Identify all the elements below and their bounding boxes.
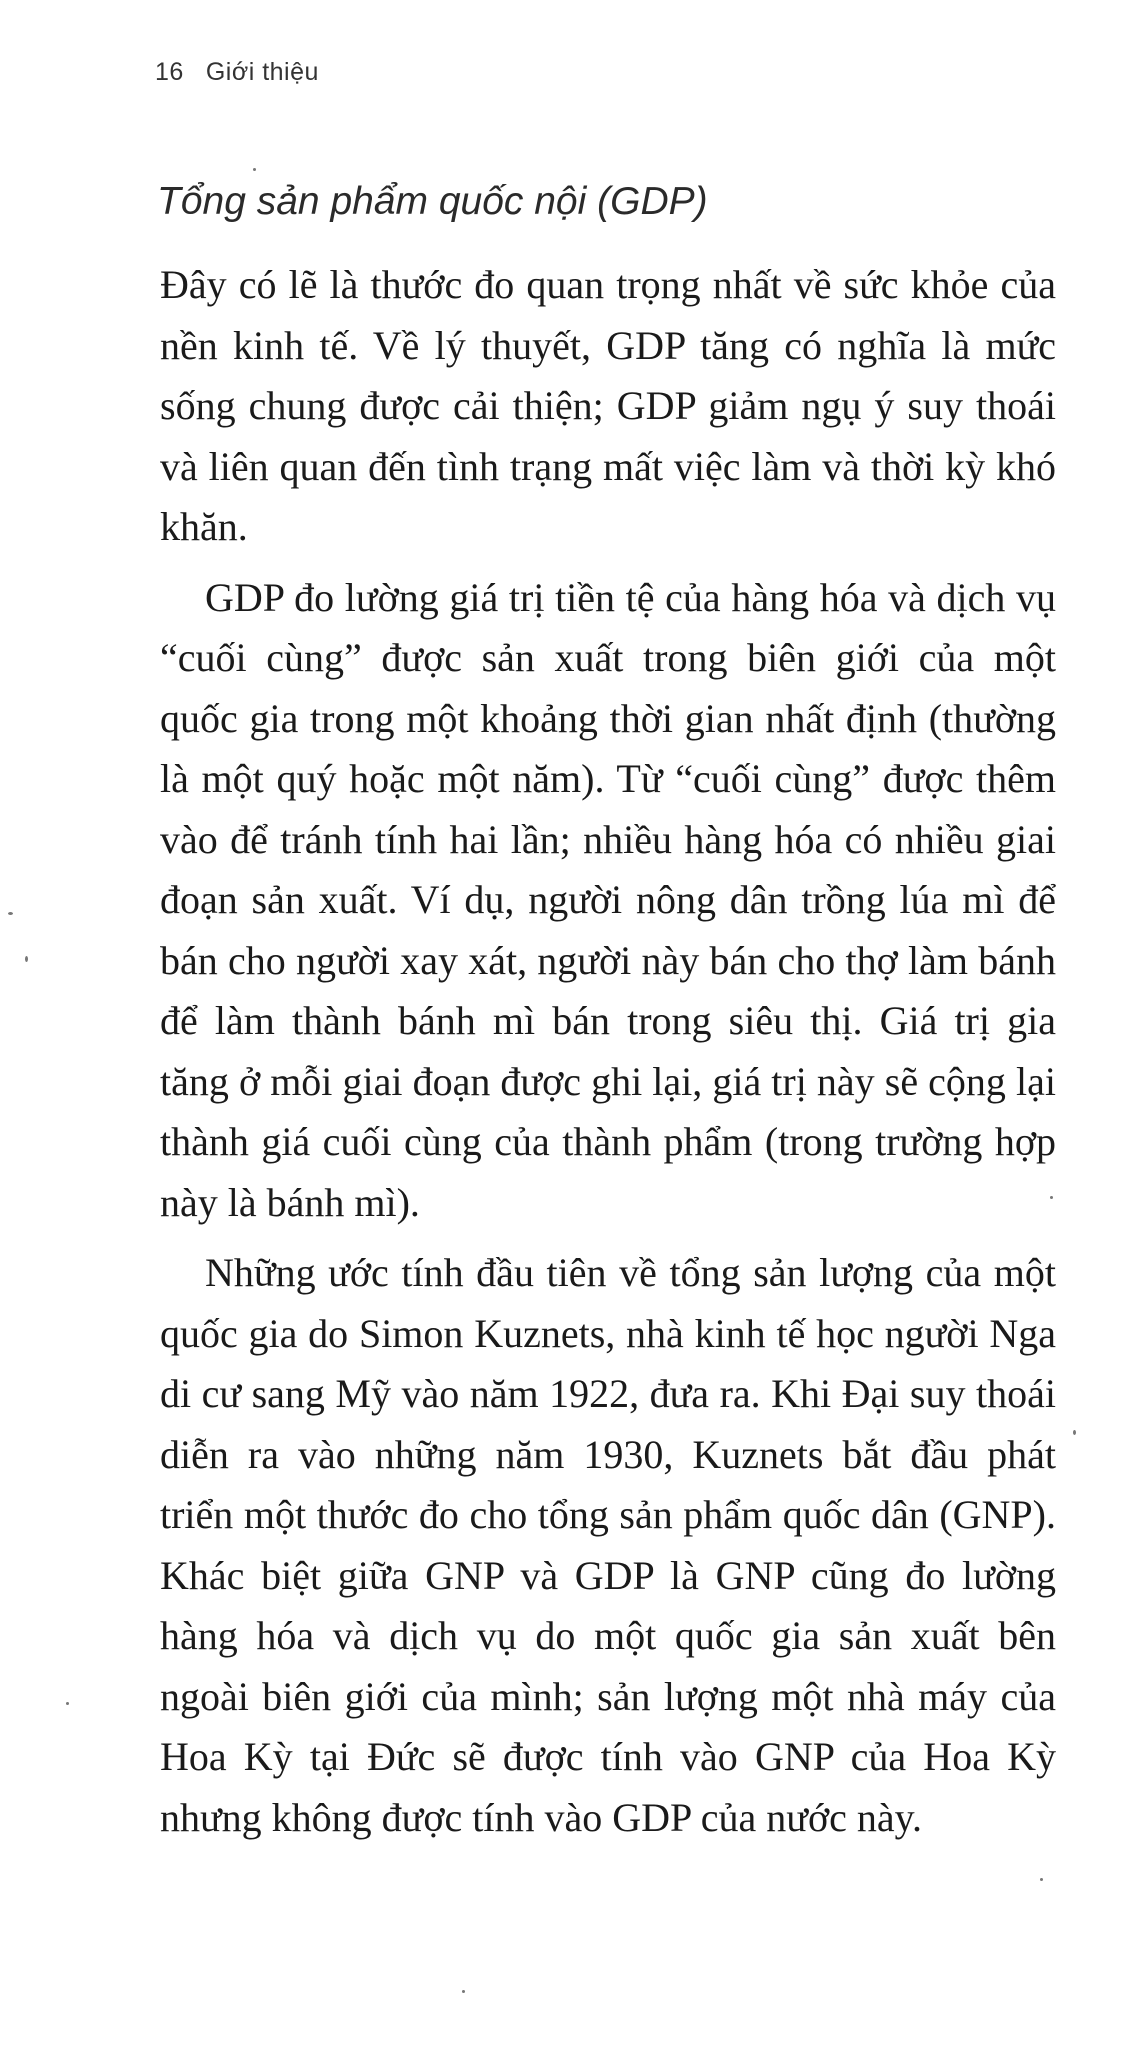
- scan-speck: [462, 1990, 465, 1993]
- scan-speck: [25, 956, 28, 962]
- scan-speck: [8, 912, 13, 915]
- scan-speck: [1073, 1430, 1076, 1435]
- page-number: 16: [155, 58, 184, 86]
- running-head: [155, 58, 319, 87]
- section-heading: Tổng sản phẩm quốc nội (GDP): [157, 180, 708, 223]
- body-text: [160, 255, 1056, 1848]
- scan-speck: [1050, 1196, 1053, 1199]
- scan-speck: [66, 1702, 69, 1705]
- paragraph-1: Đây có lẽ là thước đo quan trọng nhất về sức khỏe của nền kinh tế. Về lý thuyết, GDP tăng có nghĩa là mức sống chung được cải thiện; GDP giảm ngụ ý suy thoái và liên quan đến tình trạng mất việc làm và thời kỳ khó khăn.: [160, 262, 1056, 549]
- scan-speck: [253, 168, 256, 171]
- paragraph-2: GDP đo lường giá trị tiền tệ của hàng hóa và dịch vụ “cuối cùng” được sản xuất trong biên giới của một quốc gia trong một khoảng thời gian nhất định (thường là một quý hoặc một năm). Từ “cuối cùng” được thêm vào để tránh tính hai lần; nhiều hàng hóa có nhiều giai đoạn sản xuất. Ví dụ, người nông dân trồng lúa mì để bán cho người xay xát, người này bán cho thợ làm bánh để làm thành bánh mì bán trong siêu thị. Giá trị gia tăng ở mỗi giai đoạn được ghi lại, giá trị này sẽ cộng lại thành giá cuối cùng của thành phẩm (trong trường hợp này là bánh mì).: [160, 574, 1056, 1225]
- scan-speck: [1040, 1878, 1043, 1881]
- section-label: Giới thiệu: [205, 58, 319, 86]
- paragraph-3: Những ước tính đầu tiên về tổng sản lượng của một quốc gia do Simon Kuznets, nhà kinh tế học người Nga di cư sang Mỹ vào năm 1922, đưa ra. Khi Đại suy thoái diễn ra vào những năm 1930, Kuznets bắt đầu phát triển một thước đo cho tổng sản phẩm quốc dân (GNP). Khác biệt giữa GNP và GDP là GNP cũng đo lường hàng hóa và dịch vụ do một quốc gia sản xuất bên ngoài biên giới của mình; sản lượng một nhà máy của Hoa Kỳ tại Đức sẽ được tính vào GNP của Hoa Kỳ nhưng không được tính vào GDP của nước này.: [160, 1250, 1056, 1840]
